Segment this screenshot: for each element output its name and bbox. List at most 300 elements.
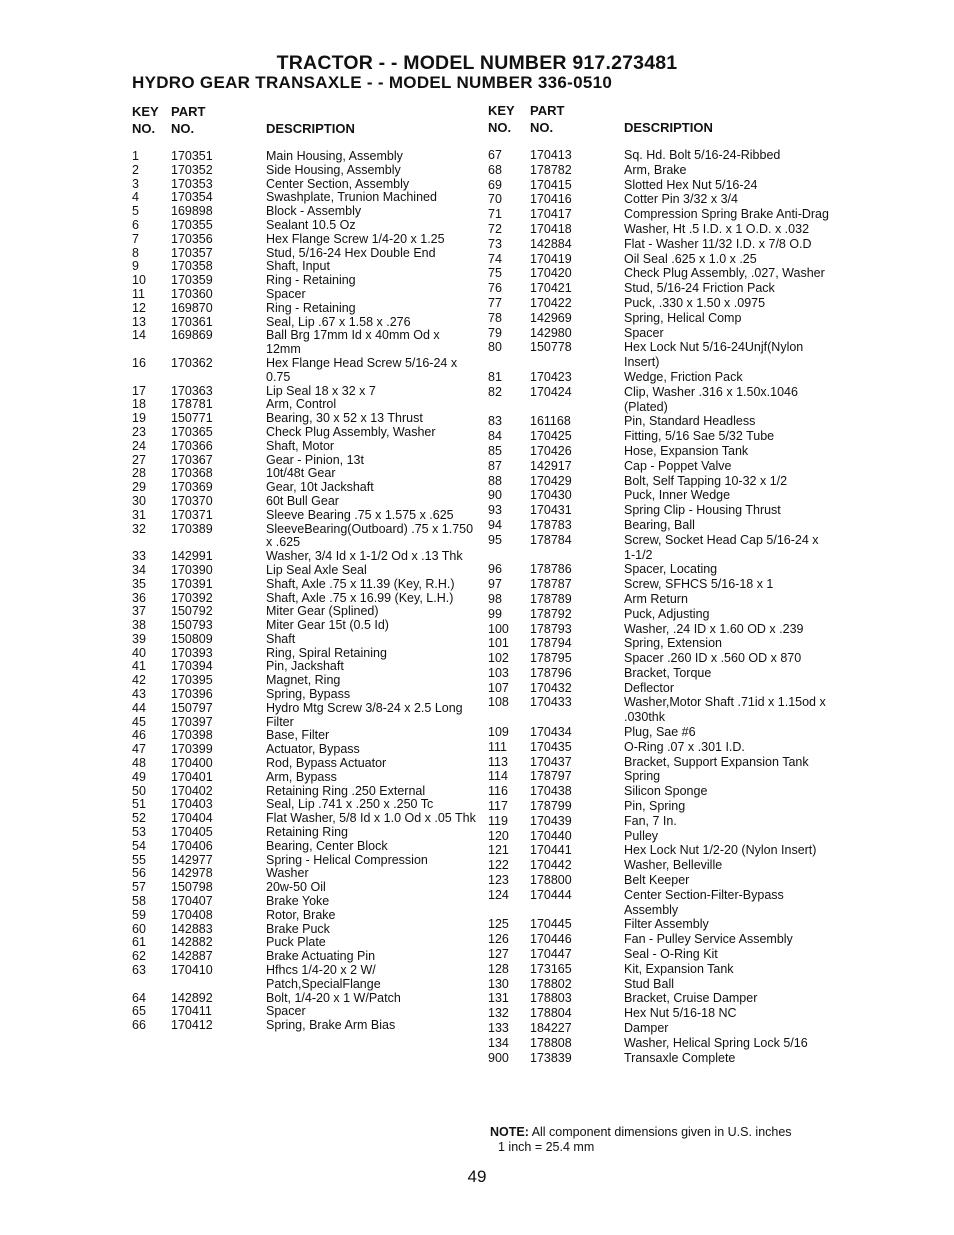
part-description: Spacer, Locating (624, 562, 718, 577)
part-number: 142991 (171, 549, 213, 564)
key-number: 6 (132, 217, 139, 232)
part-description: Bolt, Self Tapping 10-32 x 1/2 (624, 473, 788, 488)
note-conversion: 1 inch = 25.4 mm (498, 1140, 595, 1154)
key-number: 121 (488, 843, 509, 858)
part-description: Bracket, Support Expansion Tank (624, 754, 809, 769)
key-number: 113 (488, 754, 508, 769)
parts-column-right (488, 103, 833, 1065)
table-row (132, 785, 477, 799)
parts-list-right (488, 148, 833, 1065)
key-number: 119 (488, 813, 508, 828)
part-description: Washer, Helical Spring Lock 5/16 (624, 1035, 808, 1050)
part-description: Hex Nut 5/16-18 NC (624, 1006, 737, 1021)
table-row (132, 178, 477, 192)
key-number: 59 (132, 907, 146, 922)
part-description: Brake Puck (266, 921, 330, 936)
part-description: Hex Lock Nut 1/2-20 (Nylon Insert) (624, 843, 817, 858)
table-row (132, 398, 477, 412)
table-row (132, 812, 477, 826)
table-row (132, 329, 477, 357)
table-row (132, 454, 477, 468)
key-number: 58 (132, 894, 146, 909)
part-number: 150792 (171, 604, 213, 619)
part-number: 178787 (530, 577, 572, 592)
part-description: Sealant 10.5 Oz (266, 217, 356, 232)
key-number: 48 (132, 756, 146, 771)
table-row (132, 895, 477, 909)
part-description: Wedge, Friction Pack (624, 369, 743, 384)
table-row (132, 605, 477, 619)
part-description: Spacer (266, 1004, 306, 1019)
key-number: 125 (488, 917, 509, 932)
part-description: Pin, Standard Headless (624, 414, 756, 429)
key-number: 68 (488, 162, 502, 177)
header-part-2: NO. (530, 120, 554, 135)
key-number: 88 (488, 473, 502, 488)
table-row (132, 191, 477, 205)
table-row (132, 564, 477, 578)
key-number: 49 (132, 769, 146, 784)
part-number: 142980 (530, 325, 572, 340)
key-number: 32 (132, 521, 146, 536)
part-number: 142884 (530, 236, 572, 251)
part-description: Stud, 5/16-24 Friction Pack (624, 281, 775, 296)
table-row (488, 577, 833, 592)
part-number: 170445 (530, 917, 572, 932)
part-number: 170362 (171, 355, 213, 370)
part-description: Side Housing, Assembly (266, 162, 401, 177)
part-number: 170395 (171, 673, 213, 688)
part-number: 170446 (530, 932, 572, 947)
part-number: 150771 (171, 411, 213, 426)
key-number: 117 (488, 799, 508, 814)
part-description: Spring (624, 769, 661, 784)
part-number: 170398 (171, 728, 213, 743)
key-number: 108 (488, 695, 509, 710)
table-row (132, 619, 477, 633)
key-number: 69 (488, 177, 502, 192)
table-row (488, 932, 833, 947)
part-number: 170352 (171, 162, 213, 177)
part-description: Ring - Retaining (266, 300, 356, 315)
key-number: 120 (488, 828, 509, 843)
part-number: 178800 (530, 873, 572, 888)
table-row (132, 385, 477, 399)
key-number: 114 (488, 769, 508, 784)
part-description: Base, Filter (266, 728, 330, 743)
part-description: Main Housing, Assembly (266, 149, 403, 163)
table-row (488, 888, 833, 918)
key-number: 64 (132, 990, 146, 1005)
table-row (132, 1019, 477, 1033)
part-description: Bracket, Cruise Damper (624, 991, 758, 1006)
part-description: Arm, Bypass (266, 769, 337, 784)
key-number: 67 (488, 148, 502, 162)
part-number: 142969 (530, 310, 572, 325)
part-description: Seal, Lip .741 x .250 x .250 Tc (266, 797, 434, 812)
part-description: Magnet, Ring (266, 673, 341, 688)
part-description: Transaxle Complete (624, 1050, 736, 1065)
key-number: 84 (488, 429, 502, 444)
part-number: 170420 (530, 266, 572, 281)
part-number: 170424 (530, 384, 572, 399)
table-row (488, 977, 833, 992)
table-row (488, 444, 833, 459)
key-number: 43 (132, 687, 146, 702)
table-row (132, 592, 477, 606)
part-number: 170353 (171, 176, 213, 191)
key-number: 50 (132, 783, 146, 798)
table-row (132, 992, 477, 1006)
part-description: Puck, .330 x 1.50 x .0975 (624, 295, 766, 310)
part-number: 142917 (530, 458, 572, 473)
part-description: Miter Gear 15t (0.5 Id) (266, 618, 389, 633)
key-number: 39 (132, 631, 146, 646)
part-description: Center Section-Filter-Bypass Assembly (624, 887, 784, 917)
table-row (488, 740, 833, 755)
part-number: 170439 (530, 813, 572, 828)
part-description: Stud Ball (624, 976, 675, 991)
part-description: Check Plug Assembly, .027, Washer (624, 266, 825, 281)
part-number: 170370 (171, 493, 213, 508)
key-number: 29 (132, 480, 146, 495)
key-number: 40 (132, 645, 146, 660)
table-row (132, 426, 477, 440)
table-row (488, 1036, 833, 1051)
key-number: 74 (488, 251, 502, 266)
key-number: 102 (488, 651, 509, 666)
part-number: 170400 (171, 756, 213, 771)
key-number: 45 (132, 714, 146, 729)
part-description: Actuator, Bypass (266, 742, 360, 757)
part-number: 170440 (530, 828, 572, 843)
part-number: 173165 (530, 961, 572, 976)
part-number: 170371 (171, 507, 213, 522)
key-number: 53 (132, 825, 146, 840)
table-row (132, 302, 477, 316)
part-description: 10t/48t Gear (266, 466, 336, 481)
key-number: 46 (132, 728, 146, 743)
table-row (132, 578, 477, 592)
key-number: 5 (132, 204, 139, 219)
part-number: 170392 (171, 590, 213, 605)
key-number: 76 (488, 281, 502, 296)
part-description: SleeveBearing(Outboard) .75 x 1.750 x .625 (266, 521, 474, 550)
part-description: Sleeve Bearing .75 x 1.575 x .625 (266, 507, 454, 522)
part-number: 170358 (171, 259, 213, 274)
part-number: 178792 (530, 606, 572, 621)
part-number: 170401 (171, 769, 213, 784)
key-number: 79 (488, 325, 502, 340)
table-row (488, 666, 833, 681)
key-number: 75 (488, 266, 502, 281)
key-number: 73 (488, 236, 502, 251)
part-number: 170406 (171, 838, 213, 853)
part-number: 170442 (530, 858, 572, 873)
key-number: 123 (488, 873, 509, 888)
part-number: 170402 (171, 783, 213, 798)
part-number: 169869 (171, 328, 213, 343)
part-number: 169870 (171, 300, 213, 315)
part-number: 178804 (530, 1006, 572, 1021)
table-row (488, 207, 833, 222)
key-number: 42 (132, 673, 146, 688)
part-number: 170437 (530, 754, 572, 769)
part-description: Silicon Sponge (624, 784, 708, 799)
key-number: 14 (132, 328, 146, 343)
part-description: Stud, 5/16-24 Hex Double End (266, 245, 436, 260)
part-number: 170435 (530, 739, 572, 754)
part-number: 170433 (530, 695, 572, 710)
part-description: Spacer (624, 325, 664, 340)
part-description: Bolt, 1/4-20 x 1 W/Patch (266, 990, 401, 1005)
part-number: 178783 (530, 517, 572, 532)
key-number: 23 (132, 424, 146, 439)
part-description: Retaining Ring .250 External (266, 783, 426, 798)
dimension-note (490, 1125, 792, 1155)
header-key-2: NO. (132, 121, 156, 136)
part-number: 170423 (530, 369, 572, 384)
key-number: 131 (488, 991, 509, 1006)
part-number: 170357 (171, 245, 213, 260)
part-number: 170405 (171, 825, 213, 840)
table-row (132, 357, 477, 385)
part-number: 170431 (530, 503, 572, 518)
part-number: 142892 (171, 990, 213, 1005)
table-row (488, 414, 833, 429)
part-description: Puck, Inner Wedge (624, 488, 731, 503)
part-number: 150793 (171, 618, 213, 633)
key-number: 97 (488, 577, 502, 592)
key-number: 99 (488, 606, 502, 621)
key-number: 81 (488, 369, 502, 384)
part-number: 170412 (171, 1018, 213, 1033)
part-number: 170416 (530, 192, 572, 207)
table-row (488, 222, 833, 237)
table-row (132, 509, 477, 523)
key-number: 80 (488, 340, 502, 355)
part-number: 142882 (171, 935, 213, 950)
key-number: 93 (488, 503, 502, 518)
header-part-2: NO. (171, 121, 195, 136)
table-row (488, 518, 833, 533)
key-number: 124 (488, 887, 509, 902)
key-number: 13 (132, 314, 146, 329)
table-row (132, 757, 477, 771)
part-number: 170363 (171, 383, 213, 398)
part-number: 170390 (171, 562, 213, 577)
key-number: 51 (132, 797, 146, 812)
key-number: 54 (132, 838, 146, 853)
part-number: 150809 (171, 631, 213, 646)
key-number: 18 (132, 397, 146, 412)
header-description: DESCRIPTION (266, 121, 355, 136)
key-number: 31 (132, 507, 146, 522)
part-description: Lip Seal 18 x 32 x 7 (266, 383, 376, 398)
key-number: 128 (488, 961, 509, 976)
key-number: 72 (488, 221, 502, 236)
table-row (132, 150, 477, 164)
key-number: 62 (132, 949, 146, 964)
table-row (132, 233, 477, 247)
part-description: Hex Lock Nut 5/16-24Unjf(Nylon Insert) (624, 340, 804, 370)
key-number: 56 (132, 866, 146, 881)
part-description: Hex Flange Screw 1/4-20 x 1.25 (266, 231, 445, 246)
table-row (488, 917, 833, 932)
header-part-1: PART (530, 103, 565, 118)
key-number: 900 (488, 1050, 509, 1065)
part-description: Arm Return (624, 591, 688, 606)
part-description: Bearing, Center Block (266, 838, 388, 853)
part-description: Retaining Ring (266, 825, 348, 840)
table-row (488, 533, 833, 563)
part-description: Cap - Poppet Valve (624, 458, 732, 473)
key-number: 98 (488, 591, 502, 606)
table-row (132, 729, 477, 743)
table-row (488, 991, 833, 1006)
part-description: Kit, Expansion Tank (624, 961, 734, 976)
table-row (132, 523, 477, 551)
key-number: 4 (132, 190, 139, 205)
part-number: 170366 (171, 438, 213, 453)
table-row (488, 651, 833, 666)
table-row (132, 881, 477, 895)
part-number: 170360 (171, 286, 213, 301)
part-description: Brake Yoke (266, 894, 330, 909)
part-description: Oil Seal .625 x 1.0 x .25 (624, 251, 757, 266)
part-number: 178781 (171, 397, 213, 412)
part-description: Washer,Motor Shaft .71id x 1.15od x .030thk (624, 695, 826, 725)
part-number: 170421 (530, 281, 572, 296)
header-key-1: KEY (488, 103, 515, 118)
part-description: Gear, 10t Jackshaft (266, 480, 374, 495)
key-number: 27 (132, 452, 146, 467)
part-number: 170408 (171, 907, 213, 922)
part-description: Puck Plate (266, 935, 326, 950)
part-description: Shaft, Axle .75 x 11.39 (Key, R.H.) (266, 576, 455, 591)
part-description: Spring Clip - Housing Thrust (624, 503, 781, 518)
part-description: Washer, 3/4 Id x 1-1/2 Od x .13 Thk (266, 549, 463, 564)
table-row (488, 829, 833, 844)
key-number: 78 (488, 310, 502, 325)
key-number: 71 (488, 207, 502, 222)
key-number: 85 (488, 443, 502, 458)
key-number: 109 (488, 725, 509, 740)
part-description: Swashplate, Trunion Machined (266, 190, 437, 205)
table-row (488, 148, 833, 163)
table-row (488, 488, 833, 503)
key-number: 96 (488, 562, 502, 577)
part-number: 170419 (530, 251, 572, 266)
key-number: 41 (132, 659, 146, 674)
table-row (132, 260, 477, 274)
part-description: 60t Bull Gear (266, 493, 339, 508)
part-number: 170415 (530, 177, 572, 192)
key-number: 83 (488, 414, 502, 429)
table-row (132, 771, 477, 785)
key-number: 34 (132, 562, 146, 577)
table-row (132, 1005, 477, 1019)
table-row (488, 370, 833, 385)
key-number: 126 (488, 932, 509, 947)
header-description: DESCRIPTION (624, 120, 713, 135)
table-row (488, 592, 833, 607)
part-number: 170438 (530, 784, 572, 799)
part-description: Washer (266, 866, 309, 881)
table-row (488, 799, 833, 814)
table-row (132, 923, 477, 937)
table-row (132, 674, 477, 688)
table-row (132, 798, 477, 812)
part-number: 170396 (171, 687, 213, 702)
part-number: 150798 (171, 880, 213, 895)
table-row (488, 252, 833, 267)
key-number: 38 (132, 618, 146, 633)
part-number: 142883 (171, 921, 213, 936)
table-row (488, 266, 833, 281)
key-number: 122 (488, 858, 509, 873)
part-description: Shaft (266, 631, 296, 646)
table-row (488, 429, 833, 444)
part-description: Shaft, Axle .75 x 16.99 (Key, L.H.) (266, 590, 454, 605)
part-number: 170441 (530, 843, 572, 858)
table-row (488, 784, 833, 799)
table-row (132, 288, 477, 302)
table-row (488, 474, 833, 489)
part-description: Puck, Adjusting (624, 606, 710, 621)
part-number: 170432 (530, 680, 572, 695)
part-number: 170426 (530, 443, 572, 458)
page-number: 49 (467, 1167, 487, 1186)
part-number: 170367 (171, 452, 213, 467)
part-description: Hydro Mtg Screw 3/8-24 x 2.5 Long (266, 700, 463, 715)
table-row (488, 622, 833, 637)
part-number: 170351 (171, 149, 213, 163)
table-row (132, 647, 477, 661)
part-description: Shaft, Motor (266, 438, 335, 453)
table-row (488, 1006, 833, 1021)
table-row (132, 660, 477, 674)
part-number: 170407 (171, 894, 213, 909)
table-row (488, 562, 833, 577)
part-number: 170447 (530, 947, 572, 962)
key-number: 95 (488, 532, 502, 547)
header-key-2: NO. (488, 120, 512, 135)
table-row (132, 950, 477, 964)
part-description: Gear - Pinion, 13t (266, 452, 364, 467)
table-row (488, 503, 833, 518)
key-number: 33 (132, 549, 146, 564)
part-number: 170394 (171, 659, 213, 674)
part-description: Washer, Belleville (624, 858, 723, 873)
table-row (488, 326, 833, 341)
key-number: 57 (132, 880, 146, 895)
part-number: 178799 (530, 799, 572, 814)
parts-column-left (132, 104, 477, 1033)
part-number: 184227 (530, 1021, 572, 1036)
key-number: 36 (132, 590, 146, 605)
table-row (132, 440, 477, 454)
table-row (132, 550, 477, 564)
key-number: 8 (132, 245, 139, 260)
part-number: 178802 (530, 976, 572, 991)
part-number: 170355 (171, 217, 213, 232)
table-row (488, 178, 833, 193)
table-row (488, 192, 833, 207)
part-description: Brake Actuating Pin (266, 949, 376, 964)
part-number: 178782 (530, 162, 572, 177)
part-description: Screw, SFHCS 5/16-18 x 1 (624, 577, 774, 592)
